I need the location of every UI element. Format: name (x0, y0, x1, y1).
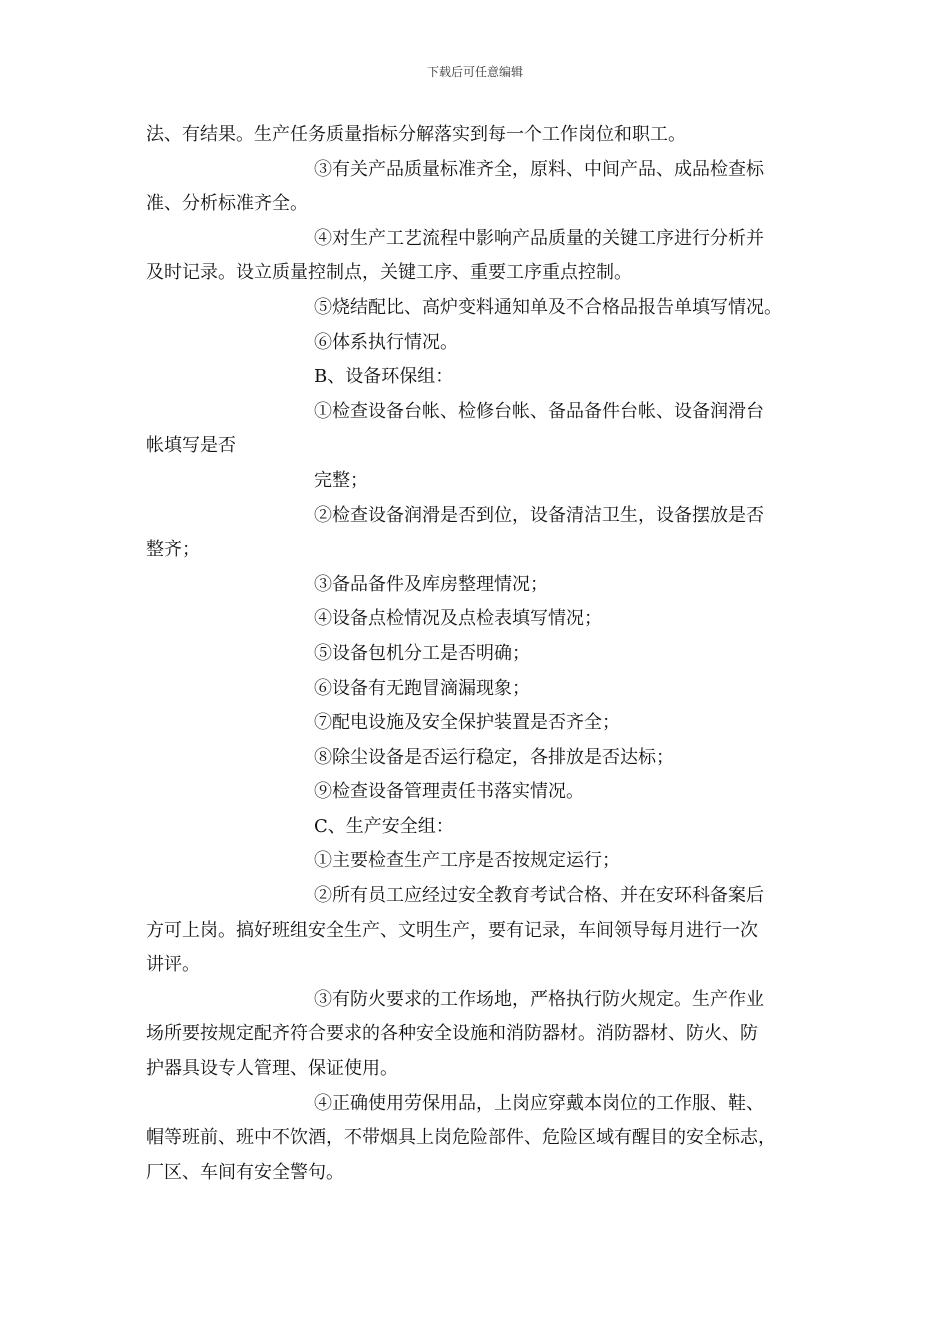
text-line: 方可上岗。搞好班组安全生产、文明生产，要有记录，车间领导每月进行一次 (146, 919, 758, 941)
text-line: 整齐； (146, 539, 200, 561)
text-line: 厂区、车间有安全警句。 (146, 1161, 344, 1183)
text-line: 完整； (314, 469, 368, 491)
text-line: 讲评。 (146, 954, 200, 976)
text-line: ⑥体系执行情况。 (314, 331, 458, 353)
text-line: ②检查设备润滑是否到位，设备清洁卫生，设备摆放是否 (314, 504, 764, 526)
text-line: ④对生产工艺流程中影响产品质量的关键工序进行分析并 (314, 227, 764, 249)
text-line: 场所要按规定配齐符合要求的各种安全设施和消防器材。消防器材、防火、防 (146, 1023, 758, 1045)
text-line: ③有关产品质量标准齐全，原料、中间产品、成品检查标 (314, 158, 764, 180)
text-line: ③有防火要求的工作场地，严格执行防火规定。生产作业 (314, 988, 764, 1010)
text-line: ②所有员工应经过安全教育考试合格、并在安环科备案后 (314, 885, 764, 907)
text-line: ⑤设备包机分工是否明确； (314, 642, 530, 664)
text-line: 帽等班前、班中不饮酒，不带烟具上岗危险部件、危险区域有醒目的安全标志， (146, 1127, 776, 1149)
text-line: 法、有结果。生产任务质量指标分解落实到每一个工作岗位和职工。 (146, 124, 686, 145)
text-line: ⑥设备有无跑冒滴漏现象； (314, 677, 530, 699)
text-line: C、生产安全组： (314, 815, 454, 837)
text-line: ⑧除尘设备是否运行稳定，各排放是否达标； (314, 746, 674, 768)
text-line: ①检查设备台帐、检修台帐、备品备件台帐、设备润滑台 (314, 400, 764, 422)
text-line: ⑦配电设施及安全保护装置是否齐全； (314, 712, 620, 734)
text-line: 及时记录。设立质量控制点，关键工序、重要工序重点控制。 (146, 262, 632, 284)
text-line: ⑨检查设备管理责任书落实情况。 (314, 781, 584, 803)
text-line: 护器具设专人管理、保证使用。 (146, 1058, 398, 1080)
text-line: B、设备环保组： (314, 366, 454, 388)
text-line: ③备品备件及库房整理情况； (314, 573, 548, 595)
text-line: ④设备点检情况及点检表填写情况； (314, 608, 602, 630)
page-header: 下载后可任意编辑 (426, 65, 523, 79)
text-line: ④正确使用劳保用品，上岗应穿戴本岗位的工作服、鞋、 (314, 1092, 764, 1114)
text-line: 帐填写是否 (146, 435, 236, 457)
text-line: ⑤烧结配比、高炉变料通知单及不合格品报告单填写情况。 (314, 296, 782, 318)
document-body (146, 118, 811, 1190)
text-line: 准、分析标准齐全。 (146, 193, 308, 215)
text-line: ①主要检查生产工序是否按规定运行； (314, 850, 620, 872)
